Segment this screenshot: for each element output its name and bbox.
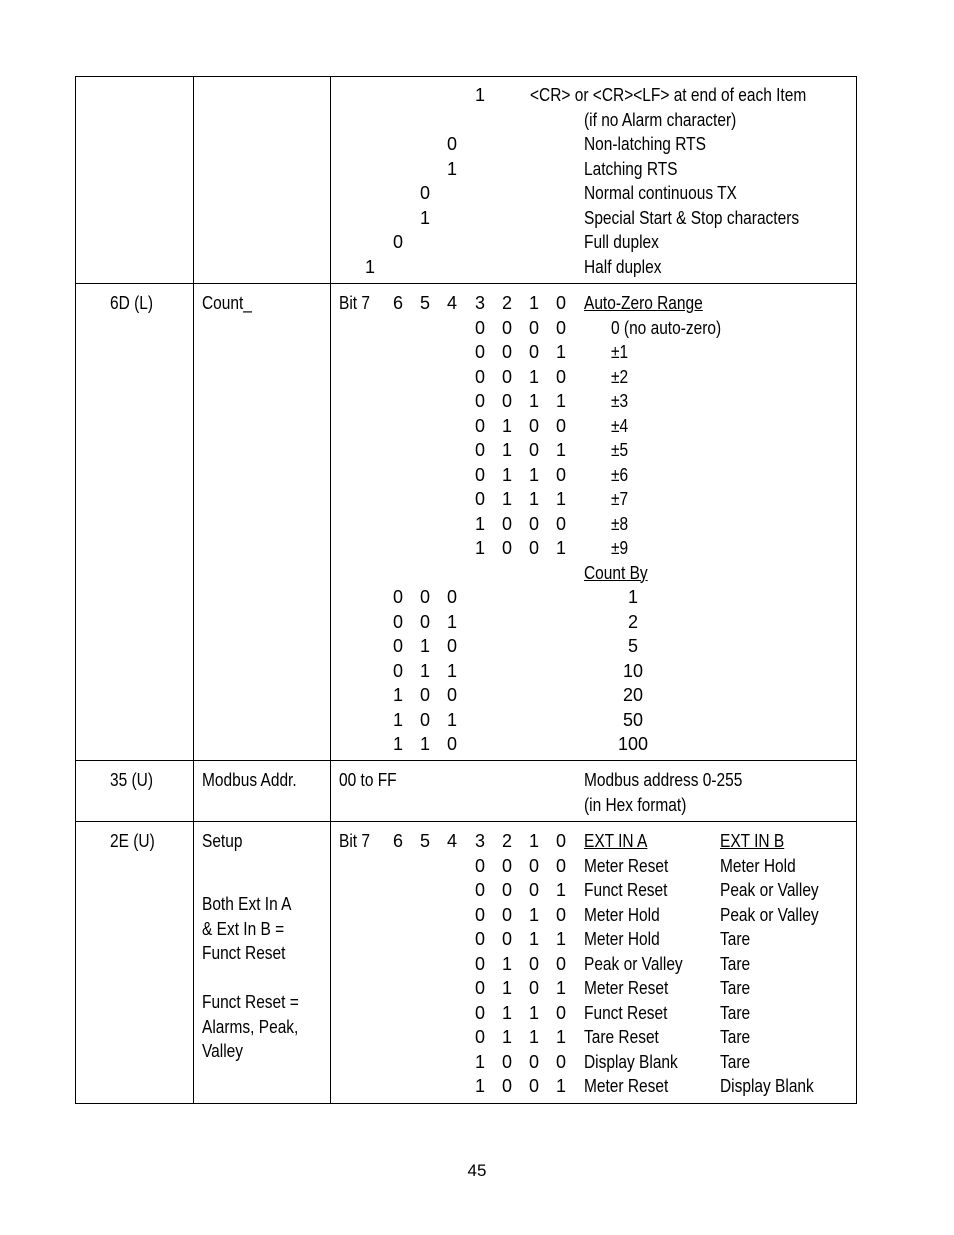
bit-value: 0	[446, 685, 457, 705]
bit-value: 0	[501, 855, 512, 876]
register-description: Modbus address 0-255	[584, 770, 743, 790]
ext-in-b-function: Tare	[720, 978, 751, 998]
bit-value: 0	[419, 611, 430, 632]
bit-value: 0	[446, 734, 457, 754]
bit-value: 0	[501, 366, 512, 387]
bit-value: 1	[392, 709, 403, 730]
bit-value: 1	[501, 464, 512, 485]
bit-value: 1	[446, 611, 457, 632]
register-description: (in Hex format)	[584, 794, 687, 815]
bit-value: 1	[528, 929, 539, 949]
bit-value: 0	[555, 317, 566, 338]
ext-in-b-function: Peak or Valley	[720, 904, 819, 925]
bit-value: 0	[555, 855, 566, 876]
bit-value: 1	[501, 978, 512, 998]
ext-in-a-function: Meter Hold	[584, 929, 660, 949]
bit-value: 0	[528, 855, 539, 876]
auto-zero-value: ±6	[611, 464, 629, 485]
bit-description: <CR> or <CR><LF> at end of each Item	[530, 85, 807, 105]
bit-value: 0	[392, 587, 403, 607]
bit-value: 1	[419, 660, 430, 681]
row-divider	[75, 283, 857, 284]
bit-value: 0	[446, 636, 457, 656]
auto-zero-value: 0 (no auto-zero)	[611, 317, 722, 338]
bit-value: 0	[501, 317, 512, 338]
auto-zero-value: ±1	[611, 342, 629, 362]
bit-value: 0	[555, 293, 566, 313]
bit-value: 0	[555, 953, 566, 974]
bit-value: 0	[446, 587, 457, 607]
bit-value: 1	[501, 489, 512, 509]
auto-zero-value: ±7	[611, 489, 629, 509]
bit-value: 0	[501, 538, 512, 558]
count-by-value: 20	[622, 685, 644, 705]
register-name: Count_	[202, 293, 252, 313]
bit-value: 1	[555, 489, 566, 509]
bit-value: 0	[419, 709, 430, 730]
ext-in-a-function: Tare Reset	[584, 1027, 659, 1047]
register-note: Funct Reset	[202, 943, 286, 963]
bit-value: 1	[555, 1076, 566, 1096]
bit-value: 0	[528, 978, 539, 998]
bit-description: Non-latching RTS	[584, 134, 706, 154]
ext-in-b-function: Tare	[720, 929, 751, 949]
bit-value: 0	[392, 232, 403, 252]
ext-in-a-function: Funct Reset	[584, 1002, 668, 1023]
count-by-value: 50	[622, 709, 644, 730]
bit-value: 1	[501, 1002, 512, 1023]
register-name: Modbus Addr.	[202, 770, 297, 790]
bit-value: 0	[474, 855, 485, 876]
bit-value: 2	[501, 293, 512, 313]
auto-zero-value: ±4	[611, 415, 629, 436]
bit-value: 1	[555, 538, 566, 558]
bit-value: 0	[474, 342, 485, 362]
bit-value: 0	[501, 904, 512, 925]
bit-value: 0	[528, 440, 539, 460]
ext-in-a-function: Meter Reset	[584, 855, 669, 876]
bit-value: 0	[501, 929, 512, 949]
bit-value: 0	[555, 904, 566, 925]
bit-value: 1	[446, 709, 457, 730]
bit-value: 0	[555, 831, 566, 851]
ext-in-b-function: Tare	[720, 1002, 751, 1023]
ext-in-a-function: Meter Hold	[584, 904, 660, 925]
bit-value: 1	[555, 440, 566, 460]
bit-value: 1	[419, 734, 430, 754]
register-note: & Ext In B =	[202, 918, 285, 939]
bit-value: 1	[528, 366, 539, 387]
bit-description: Special Start & Stop characters	[584, 207, 800, 228]
count-by-value: 10	[622, 660, 644, 681]
bit-value: 1	[555, 880, 566, 900]
bit-value: 3	[474, 293, 485, 313]
bit-value: 0	[501, 1076, 512, 1096]
bit-value: 0	[474, 978, 485, 998]
bit-value: 1	[528, 1027, 539, 1047]
bit-value: 0	[419, 587, 430, 607]
bit-value: 1	[446, 660, 457, 681]
bit-description: Normal continuous TX	[584, 183, 737, 203]
bit-value: 3	[474, 831, 485, 851]
bit-value: 0	[528, 880, 539, 900]
bit-header-label: Bit 7	[339, 293, 370, 313]
bit-value: 1	[501, 440, 512, 460]
bit-value: 6	[392, 293, 403, 313]
bit-value: 1	[419, 207, 430, 228]
bit-value: 0	[501, 880, 512, 900]
ext-in-a-function: Funct Reset	[584, 880, 668, 900]
bit-value: 0	[555, 366, 566, 387]
section-heading: Auto-Zero Range	[584, 293, 703, 313]
bit-value: 1	[364, 256, 375, 277]
bit-value: 1	[474, 538, 485, 558]
register-name: Setup	[202, 831, 243, 851]
register-address: 2E (U)	[110, 831, 155, 851]
row-divider	[75, 821, 857, 822]
bit-value: 0	[474, 366, 485, 387]
bit-value: 1	[501, 1027, 512, 1047]
section-heading: Count By	[584, 562, 648, 583]
bit-value: 2	[501, 831, 512, 851]
bit-value: 1	[528, 489, 539, 509]
bit-value: 0	[501, 513, 512, 534]
bit-value: 0	[528, 953, 539, 974]
bit-value: 1	[555, 978, 566, 998]
register-note: Valley	[202, 1041, 244, 1061]
ext-in-a-function: Display Blank	[584, 1051, 678, 1072]
bit-value: 1	[555, 929, 566, 949]
bit-value: 0	[474, 415, 485, 436]
bit-value: 1	[474, 1051, 485, 1072]
bit-value: 1	[555, 342, 566, 362]
bit-value: 0	[474, 464, 485, 485]
bit-value: 0	[528, 1051, 539, 1072]
bit-value: 1	[501, 415, 512, 436]
bit-description: (if no Alarm character)	[584, 109, 737, 130]
ext-in-b-function: Meter Hold	[720, 855, 796, 876]
ext-in-b-function: Display Blank	[720, 1076, 814, 1096]
bit-value: 1	[528, 391, 539, 411]
bit-value: 1	[528, 1002, 539, 1023]
bit-value: 0	[555, 1002, 566, 1023]
register-address: 35 (U)	[110, 770, 154, 790]
bit-value: 1	[528, 293, 539, 313]
bit-value: 0	[474, 440, 485, 460]
bit-value: 0	[474, 929, 485, 949]
auto-zero-value: ±5	[611, 440, 629, 460]
bit-description: Latching RTS	[584, 158, 678, 179]
page-number: 45	[467, 1161, 487, 1180]
ext-in-b-function: Peak or Valley	[720, 880, 819, 900]
bit-header-label: Bit 7	[339, 831, 370, 851]
bit-value: 0	[419, 685, 430, 705]
bit-value: 5	[419, 293, 430, 313]
bit-value: 0	[474, 489, 485, 509]
bit-value: 0	[528, 415, 539, 436]
bit-value: 4	[446, 831, 457, 851]
bit-value: 0	[501, 342, 512, 362]
bit-value: 1	[528, 464, 539, 485]
bit-value: 0	[474, 317, 485, 338]
column-divider	[330, 76, 331, 1104]
column-divider	[193, 76, 194, 1104]
bit-value: 0	[392, 611, 403, 632]
count-by-value: 5	[627, 636, 638, 656]
bit-description: Full duplex	[584, 232, 659, 252]
bit-value: 0	[528, 1076, 539, 1096]
bit-value: 1	[392, 685, 403, 705]
register-note: Both Ext In A	[202, 894, 292, 914]
ext-in-b-function: Tare	[720, 1027, 751, 1047]
ext-in-a-function: Peak or Valley	[584, 953, 683, 974]
bit-value: 6	[392, 831, 403, 851]
auto-zero-value: ±8	[611, 513, 629, 534]
bit-value: 0	[528, 538, 539, 558]
bit-value: 0	[501, 1051, 512, 1072]
bit-value: 4	[446, 293, 457, 313]
bit-value: 1	[474, 513, 485, 534]
bit-value: 0	[528, 513, 539, 534]
bit-value: 0	[501, 391, 512, 411]
bit-value: 0	[528, 317, 539, 338]
bit-value: 5	[419, 831, 430, 851]
column-heading-ext-in-a: EXT IN A	[584, 831, 648, 851]
bit-value: 1	[501, 953, 512, 974]
ext-in-a-function: Meter Reset	[584, 1076, 669, 1096]
bit-value: 1	[474, 85, 485, 105]
ext-in-b-function: Tare	[720, 953, 751, 974]
auto-zero-value: ±3	[611, 391, 629, 411]
bit-value: 1	[392, 734, 403, 754]
column-heading-ext-in-b: EXT IN B	[720, 831, 785, 851]
ext-in-b-function: Tare	[720, 1051, 751, 1072]
register-address: 6D (L)	[110, 293, 154, 313]
bit-value: 0	[419, 183, 430, 203]
bit-value: 1	[474, 1076, 485, 1096]
bit-value: 0	[474, 953, 485, 974]
bit-value: 0	[474, 391, 485, 411]
bit-value: 1	[419, 636, 430, 656]
bit-value: 0	[555, 464, 566, 485]
bit-value: 0	[392, 636, 403, 656]
bit-description: Half duplex	[584, 256, 662, 277]
address-range: 00 to FF	[339, 770, 397, 790]
bit-value: 0	[528, 342, 539, 362]
bit-value: 0	[474, 1002, 485, 1023]
bit-value: 0	[555, 513, 566, 534]
register-note: Alarms, Peak,	[202, 1016, 299, 1037]
bit-value: 0	[392, 660, 403, 681]
register-note: Funct Reset =	[202, 992, 299, 1012]
bit-value: 0	[474, 904, 485, 925]
row-divider	[75, 760, 857, 761]
bit-value: 1	[555, 391, 566, 411]
bit-value: 1	[528, 831, 539, 851]
ext-in-a-function: Meter Reset	[584, 978, 669, 998]
bit-value: 0	[555, 415, 566, 436]
count-by-value: 2	[627, 611, 638, 632]
bit-value: 1	[528, 904, 539, 925]
bit-value: 0	[474, 1027, 485, 1047]
auto-zero-value: ±9	[611, 538, 629, 558]
bit-value: 1	[446, 158, 457, 179]
bit-value: 1	[555, 1027, 566, 1047]
count-by-value: 100	[617, 734, 649, 754]
count-by-value: 1	[627, 587, 638, 607]
bit-value: 0	[474, 880, 485, 900]
bit-value: 0	[555, 1051, 566, 1072]
auto-zero-value: ±2	[611, 366, 629, 387]
bit-value: 0	[446, 134, 457, 154]
